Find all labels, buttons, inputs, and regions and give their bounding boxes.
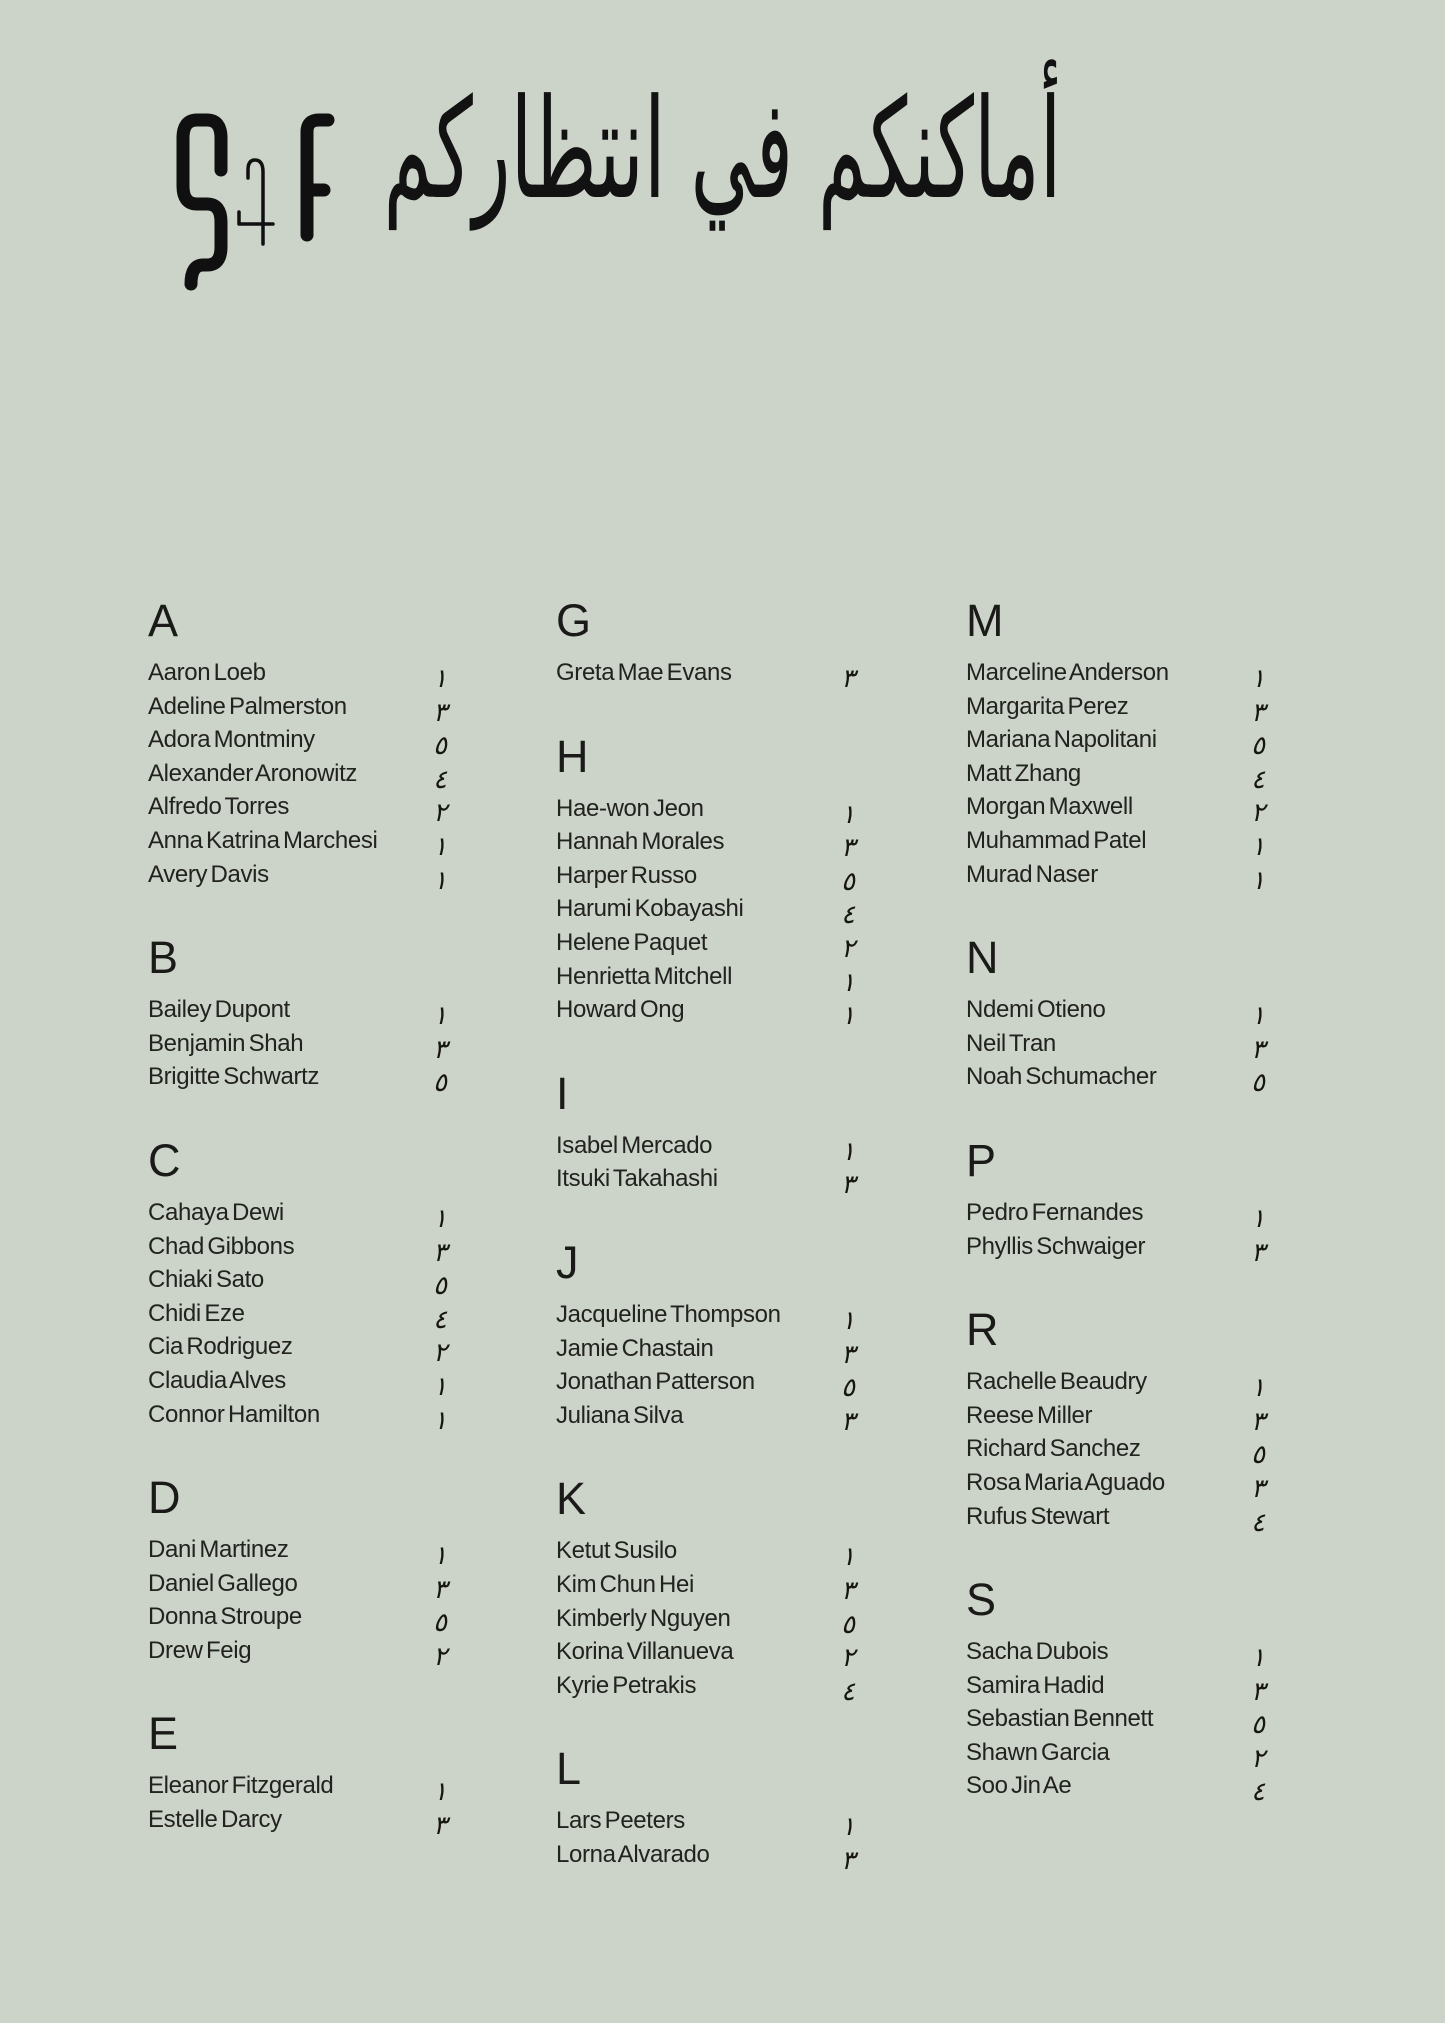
guest-row	[556, 1568, 862, 1606]
guest-row	[966, 1635, 1272, 1674]
table-number-arabic-numeral: ٣	[433, 1811, 447, 1842]
guest-name: Henrietta Mitchell	[556, 962, 733, 990]
guest-row	[966, 757, 1272, 795]
guest-row	[966, 1500, 1272, 1538]
letter-section-d	[148, 1472, 454, 1672]
guest-name: Richard Sanchez	[966, 1435, 1141, 1463]
table-number-arabic-numeral: ١	[433, 1777, 447, 1808]
section-entries	[556, 1298, 862, 1437]
guest-name: Phyllis Schwaiger	[966, 1232, 1146, 1260]
guest-row	[148, 858, 454, 896]
letter-section-j	[556, 1236, 862, 1437]
guest-name: Cia Rodriguez	[148, 1333, 293, 1361]
table-number-arabic-numeral: ١	[1251, 1203, 1265, 1234]
guest-row	[148, 1803, 454, 1842]
section-letter: I	[556, 1067, 569, 1119]
table-number-arabic-numeral: ٣	[841, 833, 855, 864]
guest-row	[148, 656, 454, 694]
guest-row	[556, 1534, 862, 1573]
guest-name: Harper Russo	[556, 861, 697, 889]
guest-name: Cahaya Dewi	[148, 1198, 284, 1226]
guest-name: Jacqueline Thompson	[556, 1300, 781, 1328]
section-entries	[148, 993, 454, 1099]
guest-row	[556, 1298, 862, 1336]
section-entries	[148, 1196, 454, 1436]
letter-section-l	[556, 1743, 862, 1876]
guest-name: Marceline Anderson	[966, 659, 1169, 686]
guest-name: Chiaki Sato	[148, 1266, 264, 1294]
table-number-arabic-numeral: ١	[1251, 1373, 1265, 1404]
section-letter: C	[148, 1134, 181, 1186]
table-number-arabic-numeral: ٥	[433, 1068, 447, 1099]
guest-list-column-middle	[556, 595, 862, 1876]
letter-section-p	[966, 1134, 1272, 1268]
table-number-arabic-numeral: ٣	[841, 1575, 855, 1606]
guest-row	[966, 1432, 1272, 1471]
letter-section-n	[966, 932, 1272, 1099]
guest-name: Kimberly Nguyen	[556, 1604, 731, 1632]
table-number-arabic-numeral: ١	[1251, 1001, 1265, 1032]
guest-name: Claudia Alves	[148, 1366, 286, 1394]
guest-row	[148, 1230, 454, 1268]
table-number-arabic-numeral: ٣	[841, 1339, 855, 1370]
table-number-arabic-numeral: ١	[841, 1812, 855, 1843]
guest-row	[148, 757, 454, 795]
table-number-arabic-numeral: ١	[841, 799, 855, 830]
table-number-arabic-numeral: ٤	[1251, 1777, 1265, 1808]
guest-row	[556, 1669, 862, 1707]
letter-section-s	[966, 1574, 1272, 1808]
table-number-arabic-numeral: ٣	[433, 1574, 447, 1605]
table-number-arabic-numeral: ١	[433, 831, 447, 862]
section-letter: E	[148, 1708, 179, 1760]
guest-name: Sebastian Bennett	[966, 1705, 1154, 1733]
table-number-arabic-numeral: ٢	[433, 1338, 447, 1369]
guest-name: Muhammad Patel	[966, 826, 1147, 854]
table-number-arabic-numeral: ٤	[433, 1304, 447, 1335]
guest-row	[556, 1838, 862, 1876]
guest-name: Howard Ong	[556, 996, 685, 1024]
letter-section-b	[148, 932, 454, 1099]
table-number-arabic-numeral: ٥	[841, 866, 855, 897]
table-number-arabic-numeral: ١	[841, 1001, 855, 1032]
table-number-arabic-numeral: ٢	[841, 1643, 855, 1674]
letter-section-e	[148, 1708, 454, 1842]
guest-name: Rufus Stewart	[966, 1502, 1110, 1530]
table-number-arabic-numeral: ١	[433, 1371, 447, 1402]
guest-name: Rachelle Beaudry	[966, 1368, 1147, 1396]
guest-row	[966, 824, 1272, 862]
section-letter: S	[966, 1574, 997, 1626]
table-number-arabic-numeral: ٣	[841, 664, 855, 694]
guest-name: Isabel Mercado	[556, 1131, 713, 1159]
guest-name: Neil Tran	[966, 1029, 1056, 1057]
guest-name: Jonathan Patterson	[556, 1368, 755, 1396]
guest-name: Korina Villanueva	[556, 1638, 734, 1666]
guest-row	[148, 690, 454, 728]
guest-row	[556, 656, 862, 694]
guest-name: Reese Miller	[966, 1401, 1093, 1429]
table-number-arabic-numeral: ٢	[433, 798, 447, 829]
guest-row	[966, 858, 1272, 896]
guest-list-column-right	[966, 595, 1272, 1808]
guest-row	[966, 656, 1272, 694]
table-number-arabic-numeral: ٢	[1251, 1743, 1265, 1774]
guest-name: Ketut Susilo	[556, 1537, 677, 1565]
section-letter: J	[556, 1236, 579, 1288]
table-number-arabic-numeral: ٢	[1251, 798, 1265, 829]
guest-row	[966, 1399, 1272, 1437]
table-number-arabic-numeral: ١	[841, 1542, 855, 1573]
table-number-arabic-numeral: ١	[433, 664, 447, 694]
guest-row	[966, 1196, 1272, 1234]
guest-row	[556, 1399, 862, 1437]
section-entries	[556, 1129, 862, 1201]
guest-row	[148, 790, 454, 829]
guest-row	[148, 993, 454, 1032]
guest-row	[966, 1365, 1272, 1404]
table-number-arabic-numeral: ٣	[1251, 1676, 1265, 1707]
guest-name: Dani Martinez	[148, 1536, 289, 1564]
guest-name: Hannah Morales	[556, 828, 725, 856]
section-entries	[966, 1196, 1272, 1268]
table-number-arabic-numeral: ٣	[1251, 1406, 1265, 1437]
guest-row	[556, 1635, 862, 1674]
section-letter: H	[556, 730, 589, 782]
guest-row	[148, 1330, 454, 1369]
table-number-arabic-numeral: ١	[433, 1541, 447, 1572]
guest-row	[966, 1027, 1272, 1065]
guest-name: Benjamin Shah	[148, 1029, 304, 1057]
guest-row	[148, 1263, 454, 1302]
guest-name: Lorna Alvarado	[556, 1840, 710, 1868]
section-entries	[556, 1534, 862, 1707]
guest-row	[556, 926, 862, 964]
section-letter: A	[148, 595, 179, 646]
guest-row	[966, 1702, 1272, 1741]
table-number-arabic-numeral: ٥	[433, 731, 447, 762]
guest-row	[966, 1060, 1272, 1099]
table-number-arabic-numeral: ١	[433, 1203, 447, 1234]
guest-name: Alexander Aronowitz	[148, 759, 358, 787]
guest-row	[966, 1669, 1272, 1707]
table-number-arabic-numeral: ٥	[1251, 1710, 1265, 1741]
guest-name: Murad Naser	[966, 860, 1098, 888]
guest-name: Juliana Silva	[556, 1401, 684, 1429]
guest-row	[148, 1027, 454, 1065]
guest-name: Anna Katrina Marchesi	[148, 826, 378, 854]
guest-row	[148, 1769, 454, 1808]
arabic-title: أماكنكم في انتظاركم	[383, 69, 1062, 230]
section-letter: D	[148, 1472, 181, 1524]
table-number-arabic-numeral: ٤	[841, 1676, 855, 1707]
guest-row	[556, 1332, 862, 1370]
table-number-arabic-numeral: ٥	[1251, 1068, 1265, 1099]
table-number-arabic-numeral: ١	[841, 967, 855, 998]
letter-section-i	[556, 1067, 862, 1201]
guest-name: Chad Gibbons	[148, 1232, 295, 1260]
guest-name: Rosa Maria Aguado	[966, 1468, 1165, 1496]
table-number-arabic-numeral: ٢	[841, 933, 855, 964]
guest-name: Sacha Dubois	[966, 1638, 1109, 1666]
guest-row	[148, 1364, 454, 1402]
section-entries	[556, 792, 862, 1032]
guest-name: Estelle Darcy	[148, 1806, 282, 1834]
guest-row	[966, 1230, 1272, 1268]
guest-name: Eleanor Fitzgerald	[148, 1772, 334, 1800]
letter-section-h	[556, 730, 862, 1032]
guest-name: Hae-won Jeon	[556, 794, 704, 822]
guest-name: Mariana Napolitani	[966, 726, 1157, 754]
guest-name: Chidi Eze	[148, 1299, 245, 1327]
table-number-arabic-numeral: ١	[1251, 865, 1265, 896]
table-number-arabic-numeral: ٣	[433, 1237, 447, 1268]
guest-name: Samira Hadid	[966, 1671, 1105, 1699]
guest-name: Ndemi Otieno	[966, 996, 1106, 1024]
table-number-arabic-numeral: ١	[841, 1136, 855, 1167]
guest-name: Aaron Loeb	[148, 659, 266, 686]
table-number-arabic-numeral: ٥	[1251, 1440, 1265, 1471]
guest-row	[148, 1600, 454, 1639]
guest-name: Adeline Palmerston	[148, 692, 347, 720]
section-entries	[148, 1533, 454, 1672]
guest-row	[556, 960, 862, 998]
section-letter: R	[966, 1304, 999, 1356]
guest-name: Connor Hamilton	[148, 1400, 320, 1428]
table-number-arabic-numeral: ٣	[433, 1034, 447, 1065]
table-number-arabic-numeral: ٥	[433, 1271, 447, 1302]
section-entries	[148, 656, 454, 896]
guest-name: Helene Paquet	[556, 928, 708, 956]
guest-name: Adora Montminy	[148, 726, 315, 754]
guest-name: Pedro Fernandes	[966, 1198, 1144, 1226]
guest-name: Donna Stroupe	[148, 1603, 302, 1631]
section-entries	[556, 1804, 862, 1876]
guest-row	[148, 1196, 454, 1234]
letter-section-k	[556, 1473, 862, 1707]
guest-row	[148, 1567, 454, 1605]
guest-name: Jamie Chastain	[556, 1334, 714, 1362]
guest-row	[556, 792, 862, 830]
guest-name: Bailey Dupont	[148, 996, 290, 1024]
guest-row	[148, 1398, 454, 1436]
table-number-arabic-numeral: ٣	[1251, 697, 1265, 728]
guest-row	[556, 1602, 862, 1640]
guest-name: Soo Jin Ae	[966, 1772, 1072, 1800]
table-number-arabic-numeral: ٣	[841, 1406, 855, 1437]
section-letter: P	[966, 1134, 997, 1186]
guest-name: Avery Davis	[148, 860, 269, 888]
table-number-arabic-numeral: ٤	[433, 764, 447, 795]
guest-row	[556, 1365, 862, 1404]
table-number-arabic-numeral: ٤	[1251, 1507, 1265, 1538]
table-number-arabic-numeral: ٤	[1251, 764, 1265, 795]
guest-row	[966, 1466, 1272, 1504]
table-number-arabic-numeral: ١	[1251, 664, 1265, 694]
section-entries	[966, 1635, 1272, 1808]
guest-row	[148, 1634, 454, 1672]
guest-row	[966, 1769, 1272, 1808]
table-number-arabic-numeral: ٥	[433, 1608, 447, 1639]
guest-row	[966, 1736, 1272, 1774]
guest-row	[966, 790, 1272, 829]
guest-row	[556, 1129, 862, 1167]
guest-list-column-left	[148, 595, 454, 1842]
table-number-arabic-numeral: ٥	[1251, 731, 1265, 762]
guest-name: Drew Feig	[148, 1636, 252, 1664]
table-number-arabic-numeral: ٢	[433, 1641, 447, 1672]
guest-row	[966, 690, 1272, 728]
table-number-arabic-numeral: ٣	[1251, 1237, 1265, 1268]
guest-name: Kyrie Petrakis	[556, 1671, 697, 1699]
guest-name: Morgan Maxwell	[966, 793, 1133, 821]
table-number-arabic-numeral: ٣	[1251, 1034, 1265, 1065]
table-number-arabic-numeral: ١	[433, 1001, 447, 1032]
guest-row	[966, 993, 1272, 1032]
section-entries	[966, 993, 1272, 1099]
guest-row	[556, 1162, 862, 1201]
table-number-arabic-numeral: ٣	[1251, 1473, 1265, 1504]
letter-section-m	[966, 595, 1272, 896]
guest-row	[556, 993, 862, 1032]
guest-name: Harumi Kobayashi	[556, 895, 744, 923]
guest-name: Margarita Perez	[966, 692, 1129, 720]
letter-section-g	[556, 595, 862, 694]
guest-name: Noah Schumacher	[966, 1063, 1157, 1091]
table-number-arabic-numeral: ١	[433, 1405, 447, 1436]
section-letter: M	[966, 595, 1004, 646]
table-number-arabic-numeral: ٥	[841, 1373, 855, 1404]
guest-name: Brigitte Schwartz	[148, 1063, 320, 1091]
section-letter: N	[966, 932, 999, 984]
guest-name: Greta Mae Evans	[556, 659, 732, 686]
guest-name: Kim Chun Hei	[556, 1570, 694, 1598]
letter-section-c	[148, 1134, 454, 1436]
guest-row	[148, 1297, 454, 1335]
guest-name: Daniel Gallego	[148, 1569, 298, 1597]
section-entries	[966, 1365, 1272, 1538]
guest-name: Matt Zhang	[966, 759, 1081, 787]
table-number-arabic-numeral: ٣	[841, 1170, 855, 1201]
letter-section-r	[966, 1304, 1272, 1538]
guest-row	[148, 824, 454, 862]
table-number-arabic-numeral: ٣	[841, 1845, 855, 1876]
section-letter: G	[556, 595, 592, 646]
section-letter: B	[148, 932, 179, 984]
table-number-arabic-numeral: ١	[841, 1305, 855, 1336]
guest-row	[148, 723, 454, 762]
guest-name: Lars Peeters	[556, 1807, 685, 1835]
table-number-arabic-numeral: ١	[1251, 831, 1265, 862]
table-number-arabic-numeral: ٣	[433, 697, 447, 728]
table-number-arabic-numeral: ١	[433, 865, 447, 896]
guest-row	[966, 723, 1272, 762]
table-number-arabic-numeral: ٥	[841, 1609, 855, 1640]
section-entries	[148, 1769, 454, 1842]
table-number-arabic-numeral: ١	[1251, 1643, 1265, 1674]
guest-row	[148, 1060, 454, 1099]
section-entries	[966, 656, 1272, 896]
guest-name: Shawn Garcia	[966, 1738, 1110, 1766]
guest-row	[556, 1804, 862, 1843]
table-number-arabic-numeral: ٤	[841, 900, 855, 931]
section-letter: K	[556, 1473, 587, 1525]
guest-row	[556, 825, 862, 864]
guest-row	[556, 859, 862, 897]
section-letter: L	[556, 1743, 582, 1795]
section-entries	[556, 656, 862, 694]
guest-row	[148, 1533, 454, 1572]
guest-name: Itsuki Takahashi	[556, 1165, 718, 1193]
letter-section-a	[148, 595, 454, 896]
guest-row	[556, 892, 862, 931]
guest-name: Alfredo Torres	[148, 793, 290, 821]
